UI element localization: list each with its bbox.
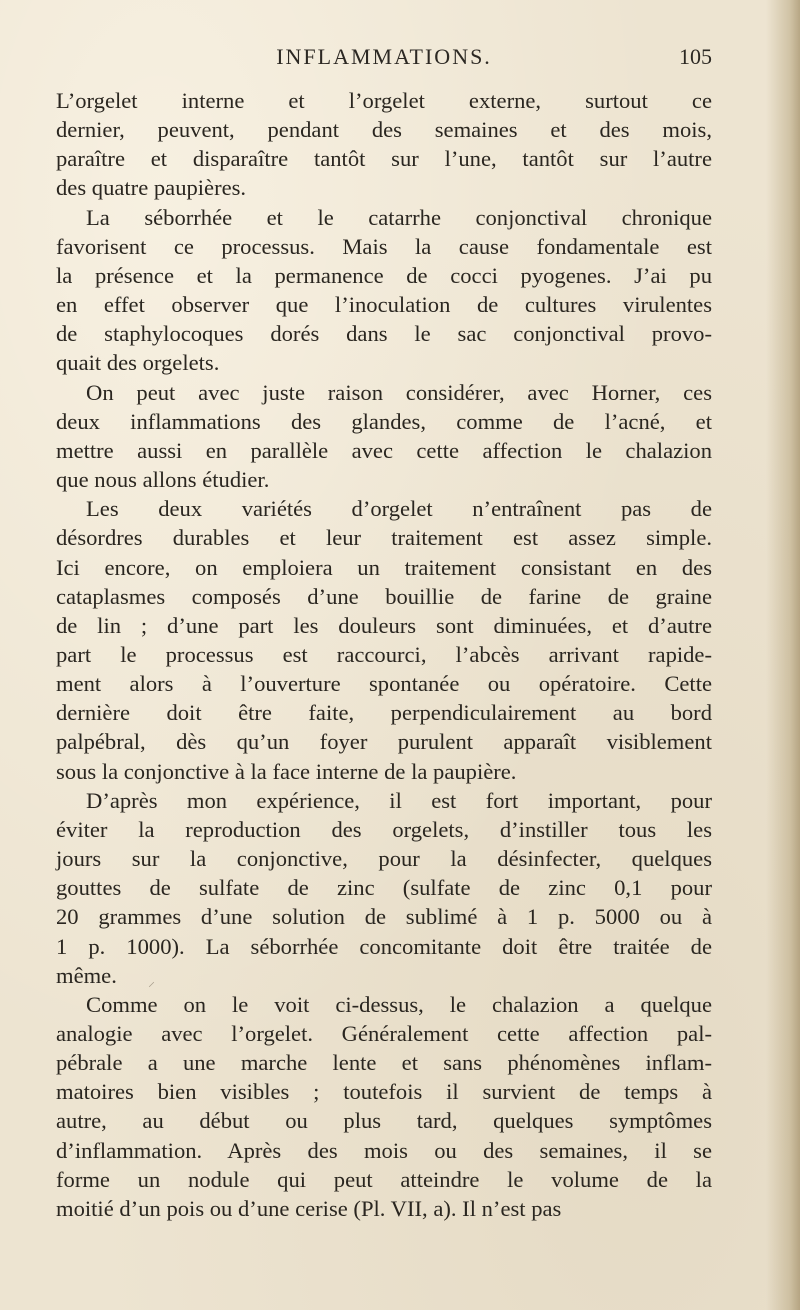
text-line: des quatre paupières. bbox=[56, 175, 247, 201]
text-line: Comme on le voit ci-dessus, le chalazion a quelque bbox=[86, 991, 712, 1017]
text-line: dernier, peuvent, pendant des semaines et des mois, bbox=[56, 117, 712, 143]
text-line: moitié d’un pois ou d’une cerise (Pl. VII, a). Il n’est pas bbox=[56, 1195, 562, 1221]
text-line: quait des orgelets. bbox=[56, 350, 220, 376]
text-line: deux inflammations des glandes, comme de l’acné, et bbox=[56, 408, 712, 434]
text-line: favorisent ce processus. Mais la cause fondamentale est bbox=[56, 233, 712, 259]
page-header bbox=[56, 44, 712, 76]
text-line: On peut avec juste raison considérer, avec Horner, ces bbox=[86, 379, 712, 405]
text-line: forme un nodule qui peut atteindre le volume de la bbox=[56, 1166, 712, 1192]
text-line: sous la conjonctive à la face interne de la paupière. bbox=[56, 758, 517, 784]
page-number: 105 bbox=[679, 44, 712, 69]
stray-pencil-mark: ⸝ bbox=[148, 974, 155, 990]
text-line: dernière doit être faite, perpendiculairement au bord bbox=[56, 700, 712, 726]
text-line: pébrale a une marche lente et sans phénomènes inflam- bbox=[56, 1050, 712, 1076]
text-line: paraître et disparaître tantôt sur l’une, tantôt sur l’autre bbox=[56, 146, 712, 172]
text-line: d’inflammation. Après des mois ou des semaines, il se bbox=[56, 1137, 712, 1163]
text-line: D’après mon expérience, il est fort important, pour bbox=[86, 787, 712, 813]
text-line: la présence et la permanence de cocci pyogenes. J’ai pu bbox=[56, 262, 712, 288]
text-line: en effet observer que l’inoculation de cultures virulentes bbox=[56, 292, 712, 318]
text-line: gouttes de sulfate de zinc (sulfate de zinc 0,1 pour bbox=[56, 875, 712, 901]
text-line: palpébral, dès qu’un foyer purulent apparaît visiblement bbox=[56, 729, 712, 755]
text-line: mettre aussi en parallèle avec cette affection le chalazion bbox=[56, 437, 712, 463]
text-line: que nous allons étudier. bbox=[56, 467, 270, 493]
text-line: Les deux variétés d’orgelet n’entraînent pas de bbox=[86, 496, 712, 522]
text-line: part le processus est raccourci, l’abcès arrivant rapide- bbox=[56, 641, 712, 667]
body-text bbox=[56, 86, 712, 1223]
text-line: de staphylocoques dorés dans le sac conjonctival provo- bbox=[56, 321, 712, 347]
text-line: jours sur la conjonctive, pour la désinfecter, quelques bbox=[56, 846, 712, 872]
text-line: La séborrhée et le catarrhe conjonctival chronique bbox=[86, 204, 712, 230]
page-edge-shadow bbox=[766, 0, 800, 1310]
text-line: matoires bien visibles ; toutefois il survient de temps à bbox=[56, 1079, 712, 1105]
text-line: Ici encore, on emploiera un traitement consistant en des bbox=[56, 554, 712, 580]
text-line: analogie avec l’orgelet. Généralement cette affection pal- bbox=[56, 1021, 712, 1046]
text-line: de lin ; d’une part les douleurs sont diminuées, et d’autre bbox=[56, 612, 712, 638]
text-line: même. bbox=[56, 962, 117, 988]
text-line: désordres durables et leur traitement est assez simple. bbox=[56, 525, 712, 551]
text-line: autre, au début ou plus tard, quelques symptômes bbox=[56, 1108, 712, 1134]
text-line: 20 grammes d’une solution de sublimé à 1 p. 5000 ou à bbox=[56, 904, 712, 930]
text-line: éviter la reproduction des orgelets, d’instiller tous les bbox=[56, 816, 712, 842]
running-title: INFLAMMATIONS. bbox=[276, 44, 492, 69]
text-line: 1 p. 1000). La séborrhée concomitante doit être traitée de bbox=[56, 933, 712, 959]
text-line: ment alors à l’ouverture spontanée ou opératoire. Cette bbox=[56, 671, 712, 697]
text-line: L’orgelet interne et l’orgelet externe, surtout ce bbox=[56, 88, 712, 113]
text-line: cataplasmes composés d’une bouillie de farine de graine bbox=[56, 583, 712, 609]
